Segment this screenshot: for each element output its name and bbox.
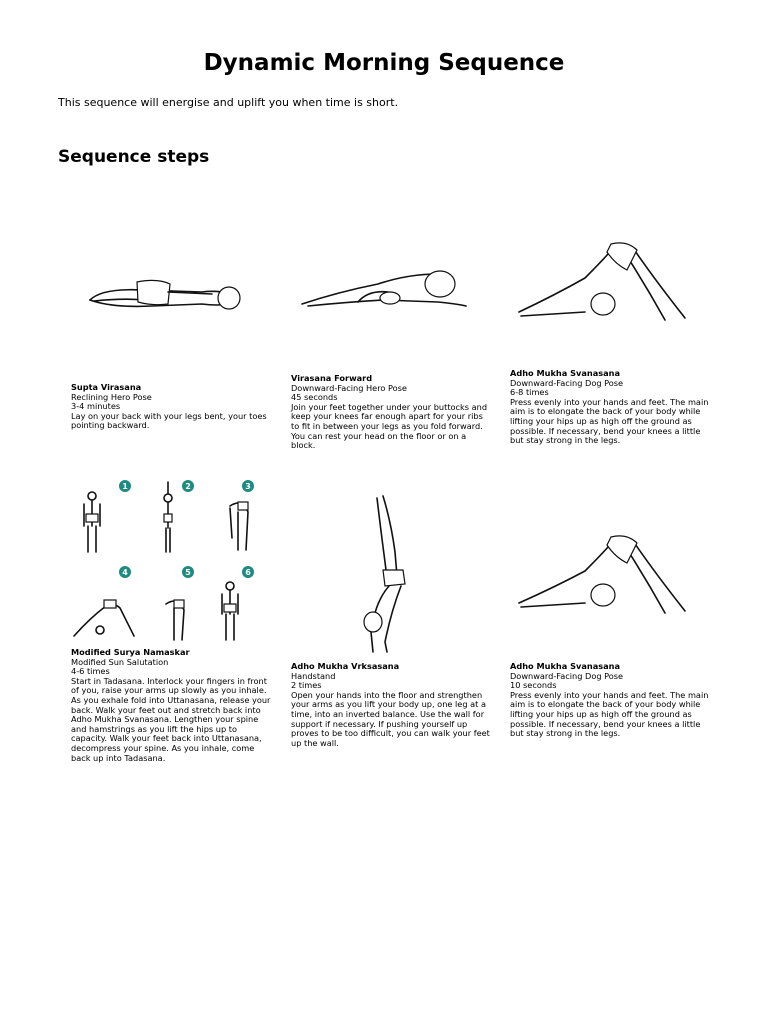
step-subtitle: Downward-Facing Hero Pose (291, 382, 407, 393)
surya-namaskar-illustration (70, 478, 280, 646)
virasana-forward-illustration (298, 262, 473, 317)
step-duration: 6-8 times (510, 387, 549, 398)
step-subtitle: Downward-Facing Dog Pose (510, 670, 624, 681)
step-duration: 10 seconds (510, 680, 557, 691)
handstand-illustration (355, 492, 425, 660)
step-name: Adho Mukha Vrksasana (291, 661, 400, 671)
page-title: Dynamic Morning Sequence (203, 50, 565, 76)
step-name: Virasana Forward (291, 373, 373, 383)
step-duration: 45 seconds (291, 392, 338, 403)
step-description: Open your hands into the floor and strengthen your arms as you lift your body up, one leg at a time, into an inverted balance. Use the wall for support if necessary. If pushing yourself up proves to be too difficult, you can walk your feet up the wall. (291, 689, 490, 748)
step-virasana-forward (291, 374, 491, 451)
step-name: Modified Surya Namaskar (71, 647, 190, 657)
step-badges (119, 480, 254, 578)
step-description: Join your feet together under your buttocks and keep your knees far enough apart for your ribs to fit in between your legs as you fold forward. You can rest your head on the floor or on a block. (291, 401, 488, 451)
step-modified-surya-namaskar (71, 648, 271, 763)
badge-3: 3 (245, 482, 251, 491)
step-adho-mukha-svanasana-1 (510, 369, 710, 446)
badge-2: 2 (185, 482, 191, 491)
intro-text: This sequence will energise and uplift you when time is short. (58, 96, 399, 109)
step-name: Supta Virasana (71, 382, 142, 392)
step-description: Press evenly into your hands and feet. The main aim is to elongate the back of your body while lifting your hips up as high off the ground as possible. If necessary, bend your knees a little but stay strong in the legs. (510, 689, 709, 739)
step-supta-virasana (71, 383, 271, 431)
step-subtitle: Handstand (291, 670, 336, 681)
badge-5: 5 (185, 568, 191, 577)
step-duration: 3-4 minutes (71, 401, 121, 412)
downward-dog-illustration-2 (515, 535, 690, 620)
step-adho-mukha-svanasana-2 (510, 662, 710, 739)
step-description: Start in Tadasana. Interlock your fingers in front of you, raise your arms up slowly as you inhale. As you exhale fold into Uttanasana, release your back. Walk your feet out and stretch back into Adho Mukha Svanasana. Lengthen your spine and hamstrings as you lift the hips up to capacity. Walk your feet back into Uttanasana, decompress your spine. As you inhale, come back up into Tadasana. (71, 675, 271, 763)
badge-1: 1 (122, 482, 128, 491)
badge-6: 6 (245, 568, 251, 577)
section-heading: Sequence steps (58, 147, 210, 167)
step-name: Adho Mukha Svanasana (510, 661, 620, 671)
step-duration: 4-6 times (71, 666, 110, 677)
step-subtitle: Modified Sun Salutation (71, 656, 169, 667)
step-name: Adho Mukha Svanasana (510, 368, 620, 378)
step-description: Press evenly into your hands and feet. The main aim is to elongate the back of your body while lifting your hips up as high off the ground as possible. If necessary, bend your knees a little but stay strong in the legs. (510, 396, 709, 446)
step-duration: 2 times (291, 680, 322, 691)
downward-dog-illustration-1 (515, 240, 690, 330)
step-adho-mukha-vrksasana (291, 662, 491, 748)
step-subtitle: Reclining Hero Pose (71, 391, 152, 402)
supta-virasana-illustration (82, 270, 252, 320)
badge-4: 4 (122, 568, 128, 577)
step-description: Lay on your back with your legs bent, your toes pointing backward. (71, 410, 267, 431)
step-subtitle: Downward-Facing Dog Pose (510, 377, 624, 388)
